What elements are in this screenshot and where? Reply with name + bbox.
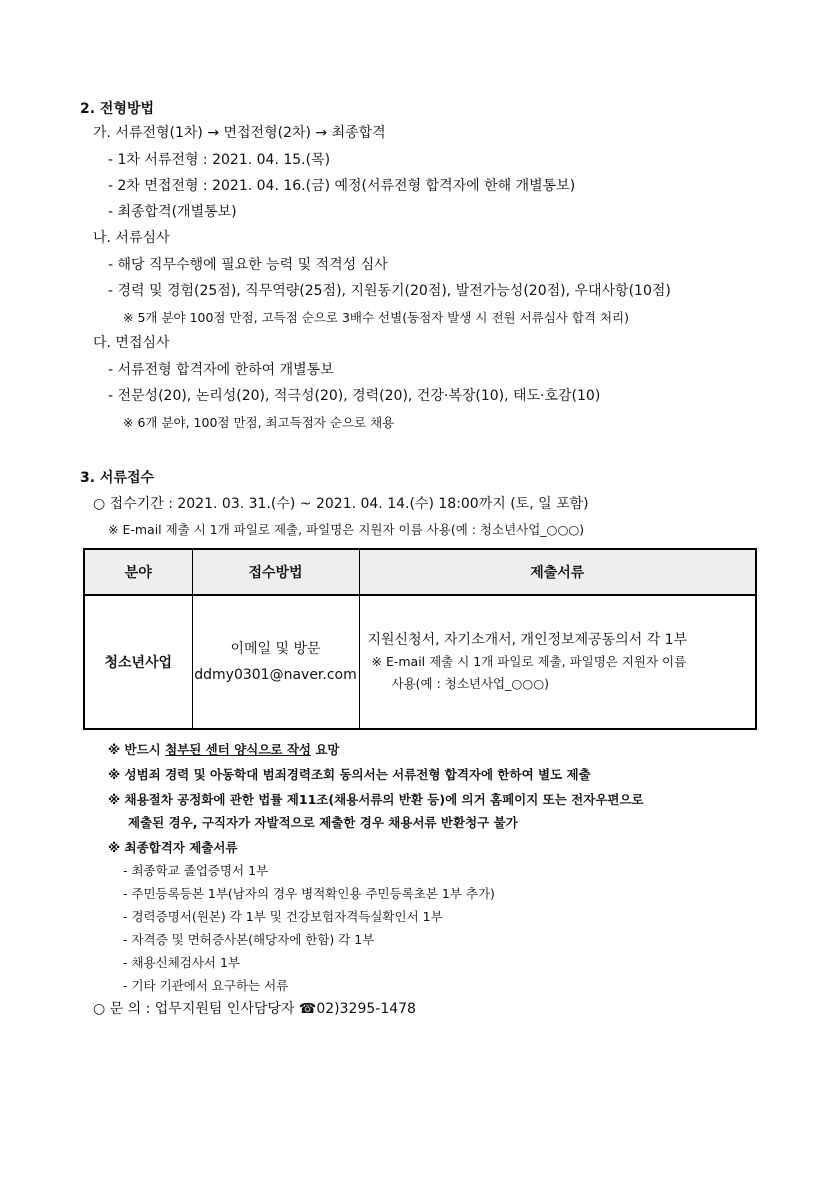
section2-b-title: 나. 서류심사 bbox=[93, 230, 170, 246]
note-template bbox=[108, 741, 340, 759]
field-cell: 청소년사업 bbox=[84, 595, 192, 729]
section2-b-item: - 경력 및 경험(25점), 직무역량(25점), 지원동기(20점), 발전가능성(20점), 우대사항(10점) bbox=[108, 283, 671, 299]
header-method: 접수방법 bbox=[192, 549, 359, 595]
method-cell bbox=[192, 595, 359, 729]
note-return-policy: ※ 채용절차 공정화에 관한 법률 제11조(채용서류의 반환 등)에 의거 홈페이지 또는 전자우편으로 bbox=[108, 792, 644, 807]
section2-b-note: ※ 5개 분야 100점 만점, 고득점 순으로 3배수 선별(동점자 발생 시 전원 서류심사 합격 처리) bbox=[123, 310, 629, 325]
email-address: ddmy0301@naver.com bbox=[194, 667, 357, 683]
submission-period: ○ 접수기간 : 2021. 03. 31.(수) ~ 2021. 04. 14.(수) 18:00까지 (토, 일 포함) bbox=[93, 496, 589, 512]
submission-period-note: ※ E-mail 제출 시 1개 파일로 제출, 파일명은 지원자 이름 사용(예 : 청소년사업_○○○) bbox=[108, 522, 585, 537]
method-line: 이메일 및 방문 bbox=[230, 641, 321, 657]
note-template-underlined: 첨부된 센터 양식으로 작성 bbox=[165, 742, 311, 757]
header-documents: 제출서류 bbox=[359, 549, 756, 595]
submission-table bbox=[83, 548, 757, 730]
table-header-row bbox=[84, 549, 756, 595]
note-template-suffix: 요망 bbox=[310, 742, 340, 757]
table-row bbox=[84, 595, 756, 729]
section2-a-title: 가. 서류전형(1차) → 면접전형(2차) → 최종합격 bbox=[93, 125, 386, 141]
section3-title: 3. 서류접수 bbox=[80, 470, 155, 486]
contact-info: ○ 문 의 : 업무지원팀 인사담당자 ☎02)3295-1478 bbox=[93, 1001, 416, 1017]
documents-main: 지원신청서, 자기소개서, 개인정보제공동의서 각 1부 bbox=[367, 632, 688, 648]
header-field: 분야 bbox=[84, 549, 192, 595]
section2-b-item: - 해당 직무수행에 필요한 능력 및 적격성 심사 bbox=[108, 257, 388, 273]
final-doc-item: - 자격증 및 면허증사본(해당자에 한함) 각 1부 bbox=[123, 932, 375, 947]
section2-c-item: - 전문성(20), 논리성(20), 적극성(20), 경력(20), 건강·복장(10), 태도·호감(10) bbox=[108, 388, 601, 404]
final-doc-item: - 주민등록등본 1부(남자의 경우 병적확인용 주민등록초본 1부 추가) bbox=[123, 886, 495, 901]
note-background-check: ※ 성범죄 경력 및 아동학대 범죄경력조회 동의서는 서류전형 합격자에 한하여 별도 제출 bbox=[108, 767, 591, 782]
documents-note: ※ E-mail 제출 시 1개 파일로 제출, 파일명은 지원자 이름 bbox=[371, 654, 687, 669]
section2-a-item: - 2차 면접전형 : 2021. 04. 16.(금) 예정(서류전형 합격자에 한해 개별통보) bbox=[108, 178, 576, 194]
section2-c-item: - 서류전형 합격자에 한하여 개별통보 bbox=[108, 362, 334, 378]
final-doc-item: - 채용신체검사서 1부 bbox=[123, 955, 241, 970]
section2-a-item: - 1차 서류전형 : 2021. 04. 15.(목) bbox=[108, 152, 331, 168]
section2-c-note: ※ 6개 분야, 100점 만점, 최고득점자 순으로 채용 bbox=[123, 415, 395, 430]
note-final-docs-title: ※ 최종합격자 제출서류 bbox=[108, 840, 238, 855]
section2-a-item: - 최종합격(개별통보) bbox=[108, 204, 237, 220]
final-doc-item: - 경력증명서(원본) 각 1부 및 건강보험자격득실확인서 1부 bbox=[123, 909, 443, 924]
section2-title: 2. 전형방법 bbox=[80, 101, 155, 117]
final-doc-item: - 최종학교 졸업증명서 1부 bbox=[123, 863, 269, 878]
documents-note-cont: 사용(예 : 청소년사업_○○○) bbox=[391, 676, 549, 691]
note-return-policy-cont: 제출된 경우, 구직자가 자발적으로 제출한 경우 채용서류 반환청구 불가 bbox=[128, 815, 518, 830]
note-template-prefix: ※ 반드시 bbox=[108, 742, 166, 757]
final-doc-item: - 기타 기관에서 요구하는 서류 bbox=[123, 978, 289, 993]
section2-c-title: 다. 면접심사 bbox=[93, 335, 170, 351]
documents-cell bbox=[359, 595, 756, 729]
